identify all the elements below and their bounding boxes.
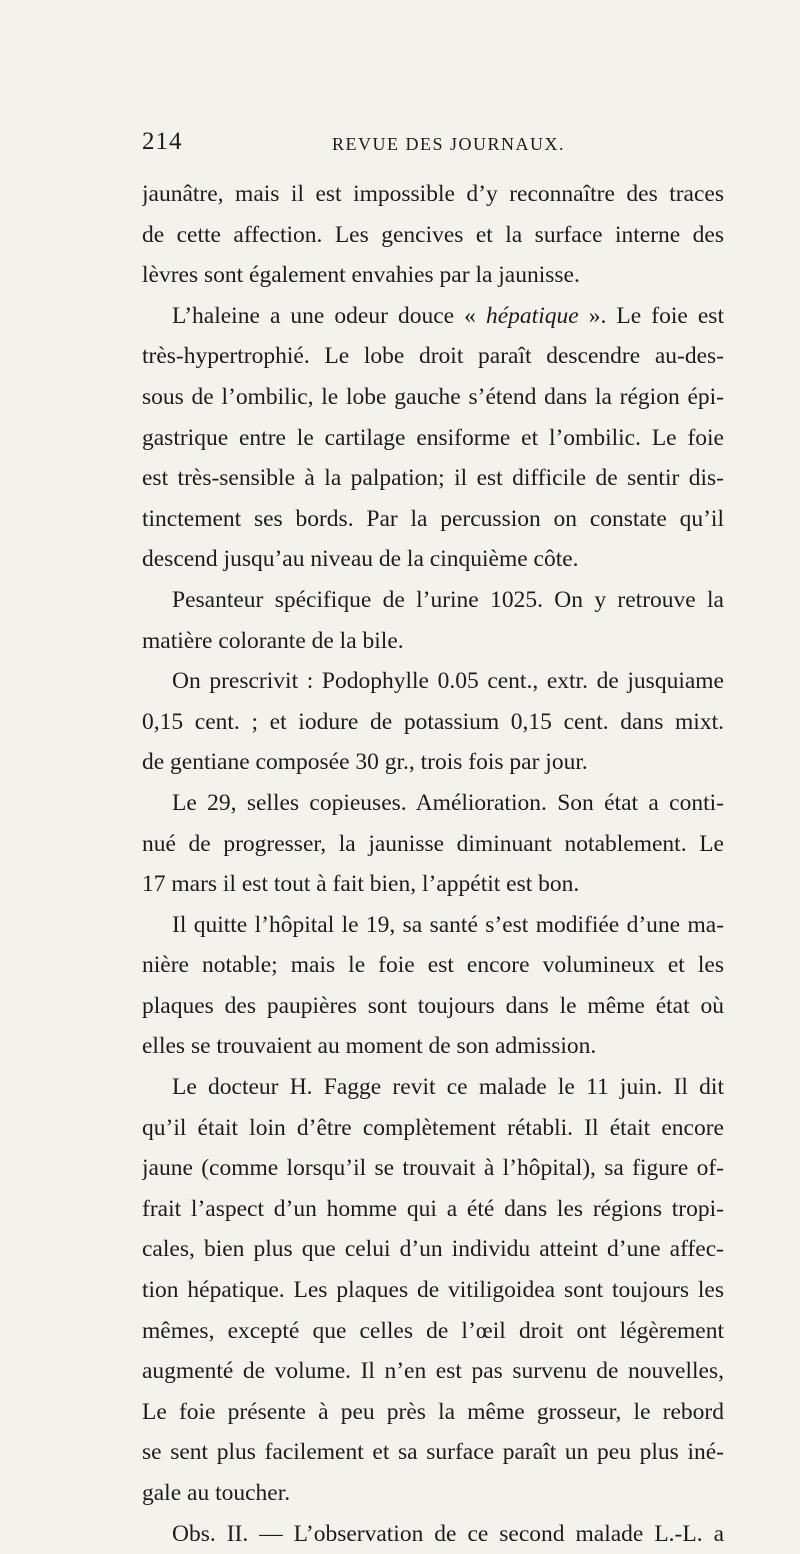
italic-term: hépatique (486, 302, 579, 329)
text-line-18: 17 mars il est tout à fait bien, l’appétit est bon. (142, 871, 580, 898)
text-line-10: descend jusqu’au niveau de la cinquième côte. (142, 546, 579, 573)
text-line-8: est très-sensible à la palpation; il est difficile de sentir dis- (142, 465, 724, 492)
text-line-23: Le docteur H. Fagge revit ce malade le 11 juin. Il dit (172, 1074, 724, 1101)
page-number: 214 (142, 128, 183, 155)
text-line-7: gastrique entre le cartilage ensiforme et l’ombilic. Le foie (142, 424, 724, 451)
text-line-6: sous de l’ombilic, le lobe gauche s’étend dans la région épi- (142, 383, 724, 410)
text-line-20: nière notable; mais le foie est encore volumineux et les (142, 952, 724, 979)
text-line-14: 0,15 cent. ; et iodure de potassium 0,15 cent. dans mixt. (142, 708, 724, 735)
text-line-15: de gentiane composée 30 gr., trois fois par jour. (142, 749, 588, 776)
text-line-13: On prescrivit : Podophylle 0.05 cent., extr. de jusquiame (172, 668, 724, 695)
running-title: REVUE DES JOURNAUX. (332, 134, 566, 154)
text-line-17: nué de progresser, la jaunisse diminuant notablement. Le (142, 830, 724, 857)
text-line-31: Le foie présente à peu près la même grosseur, le rebord (142, 1398, 724, 1425)
text-line-34: Obs. II. — L’observation de ce second malade L.-L. a (172, 1520, 724, 1547)
text-line-32: se sent plus facilement et sa surface paraît un peu plus iné- (142, 1439, 724, 1466)
text-line-33: gale au toucher. (142, 1480, 291, 1506)
running-head (142, 126, 724, 166)
text-line-27: cales, bien plus que celui d’un individu atteint d’une affec- (142, 1236, 724, 1263)
text-line-1: jaunâtre, mais il est impossible d’y reconnaître des traces (142, 181, 724, 207)
text-line-2: de cette affection. Les gencives et la surface interne des (142, 221, 724, 248)
text-line-26: frait l’aspect d’un homme qui a été dans les régions tropi- (142, 1195, 724, 1222)
text-line-30: augmenté de volume. Il n’en est pas survenu de nouvelles, (142, 1358, 724, 1385)
text-line-28: tion hépatique. Les plaques de vitiligoidea sont toujours les (142, 1277, 724, 1304)
text-line-11: Pesanteur spécifique de l’urine 1025. On y retrouve la (172, 586, 724, 613)
text-line-5: très-hypertrophié. Le lobe droit paraît descendre au-des- (142, 343, 724, 370)
text-line-21: plaques des paupières sont toujours dans le même état où (142, 992, 724, 1019)
text-line-9: tinctement ses bords. Par la percussion on constate qu’il (142, 505, 724, 532)
text-line-24: qu’il était loin d’être complètement rétabli. Il était encore (142, 1114, 724, 1141)
text-line-16: Le 29, selles copieuses. Amélioration. Son état a conti- (172, 789, 724, 816)
text-line-29: mêmes, excepté que celles de l’œil droit ont légèrement (142, 1317, 724, 1344)
text-line-25: jaune (comme lorsqu’il se trouvait à l’hôpital), sa figure of- (142, 1155, 724, 1182)
body-text (142, 174, 724, 1554)
text-line-4: L’haleine a une odeur douce « hépatique ». Le foie est (172, 302, 724, 329)
text-line-22: elles se trouvaient au moment de son admission. (142, 1033, 597, 1060)
text-line-12: matière colorante de la bile. (142, 627, 404, 654)
text-line-19: Il quitte l’hôpital le 19, sa santé s’est modifiée d’une ma- (172, 911, 724, 938)
text-line-3: lèvres sont également envahies par la jaunisse. (142, 262, 580, 289)
